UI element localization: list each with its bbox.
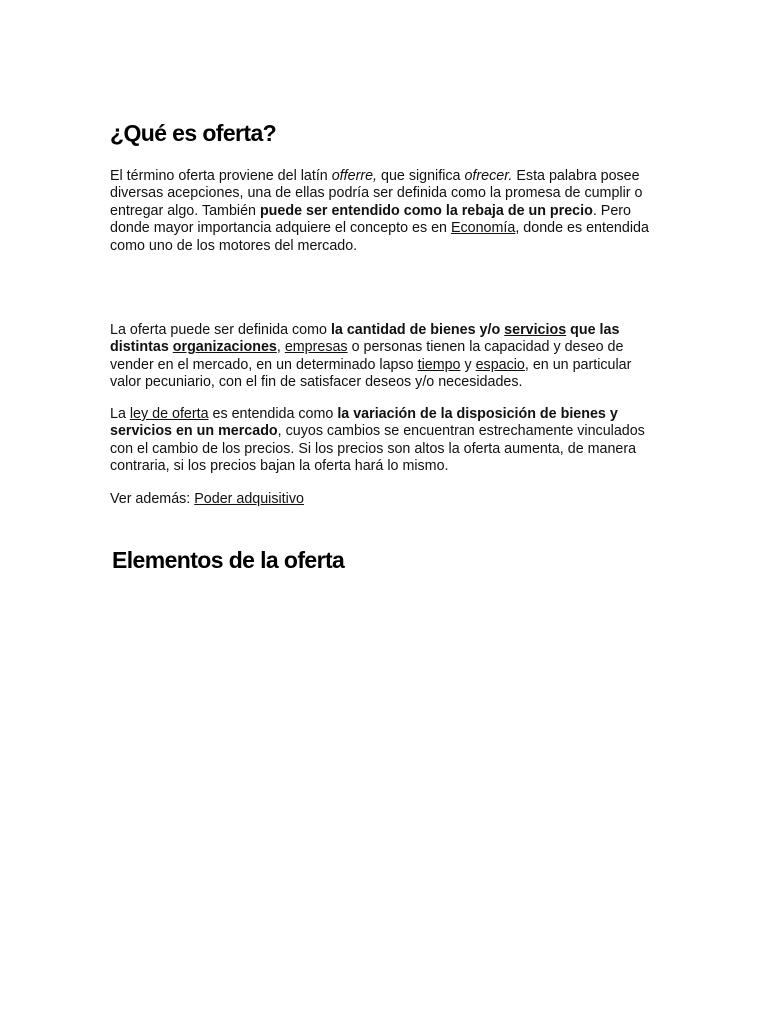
text: Ver además: [110,491,195,507]
text: y [460,356,476,373]
heading-elementos-oferta: Elementos de la oferta [112,547,345,573]
text: , cuyos cambios se encuentran estrechamente vinculados con el cambio de los precios. Si los precios son altos la oferta aumenta, de manera contraria, si los precios bajan la oferta hará lo mismo. [110,423,645,475]
bold-que-las-distintas: que las distintas [110,322,620,356]
link-poder-adquisitivo[interactable]: Poder adquisitivo [194,491,304,507]
text: . Pero donde mayor importancia adquiere el concepto es en [110,202,631,237]
italic-ofrecer: ofrecer. [464,168,513,184]
text: La [110,406,130,422]
heading-que-es-oferta: ¿Qué es oferta? [110,120,277,146]
text: que significa [377,168,465,184]
text: es entendida como [208,406,338,422]
link-organizaciones[interactable]: organizaciones [172,339,277,356]
text: Esta palabra posee diversas acepciones, una de ellas podría ser definida como la promesa de cumplir o entregar algo. También [110,168,643,219]
bold-rebaja-precio: puede ser entendido como la rebaja de un precio [259,202,593,219]
bold-cantidad-bienes: la cantidad de bienes y/o [330,322,505,338]
text: La oferta puede ser definida como [110,322,331,338]
link-ley-de-oferta[interactable]: ley de oferta [129,406,209,422]
text: , [276,339,285,356]
link-espacio[interactable]: espacio [475,356,525,373]
italic-offerre: offerre, [331,168,378,184]
paragraph-definition [110,168,655,255]
text: , en un particular valor pecuniario, con el fin de satisfacer deseos y/o necesidades. [110,356,632,391]
text: o personas tienen la capacidad y deseo de vender en el mercado, en un determinado lapso [110,339,624,373]
link-economia[interactable]: Economía [450,220,516,237]
paragraph-oferta-definida [110,322,655,392]
link-tiempo[interactable]: tiempo [417,356,461,373]
paragraph-ley-de-oferta [110,406,655,476]
text: , donde es entendida como uno de los motores del mercado. [110,220,649,254]
link-empresas[interactable]: empresas [284,339,348,356]
paragraph-ver-ademas [110,491,655,508]
bold-variacion-disposicion: la variación de la disposición de bienes y servicios en un mercado [110,406,618,440]
link-servicios[interactable]: servicios [504,322,567,338]
text: El término oferta proviene del latín [110,168,332,184]
